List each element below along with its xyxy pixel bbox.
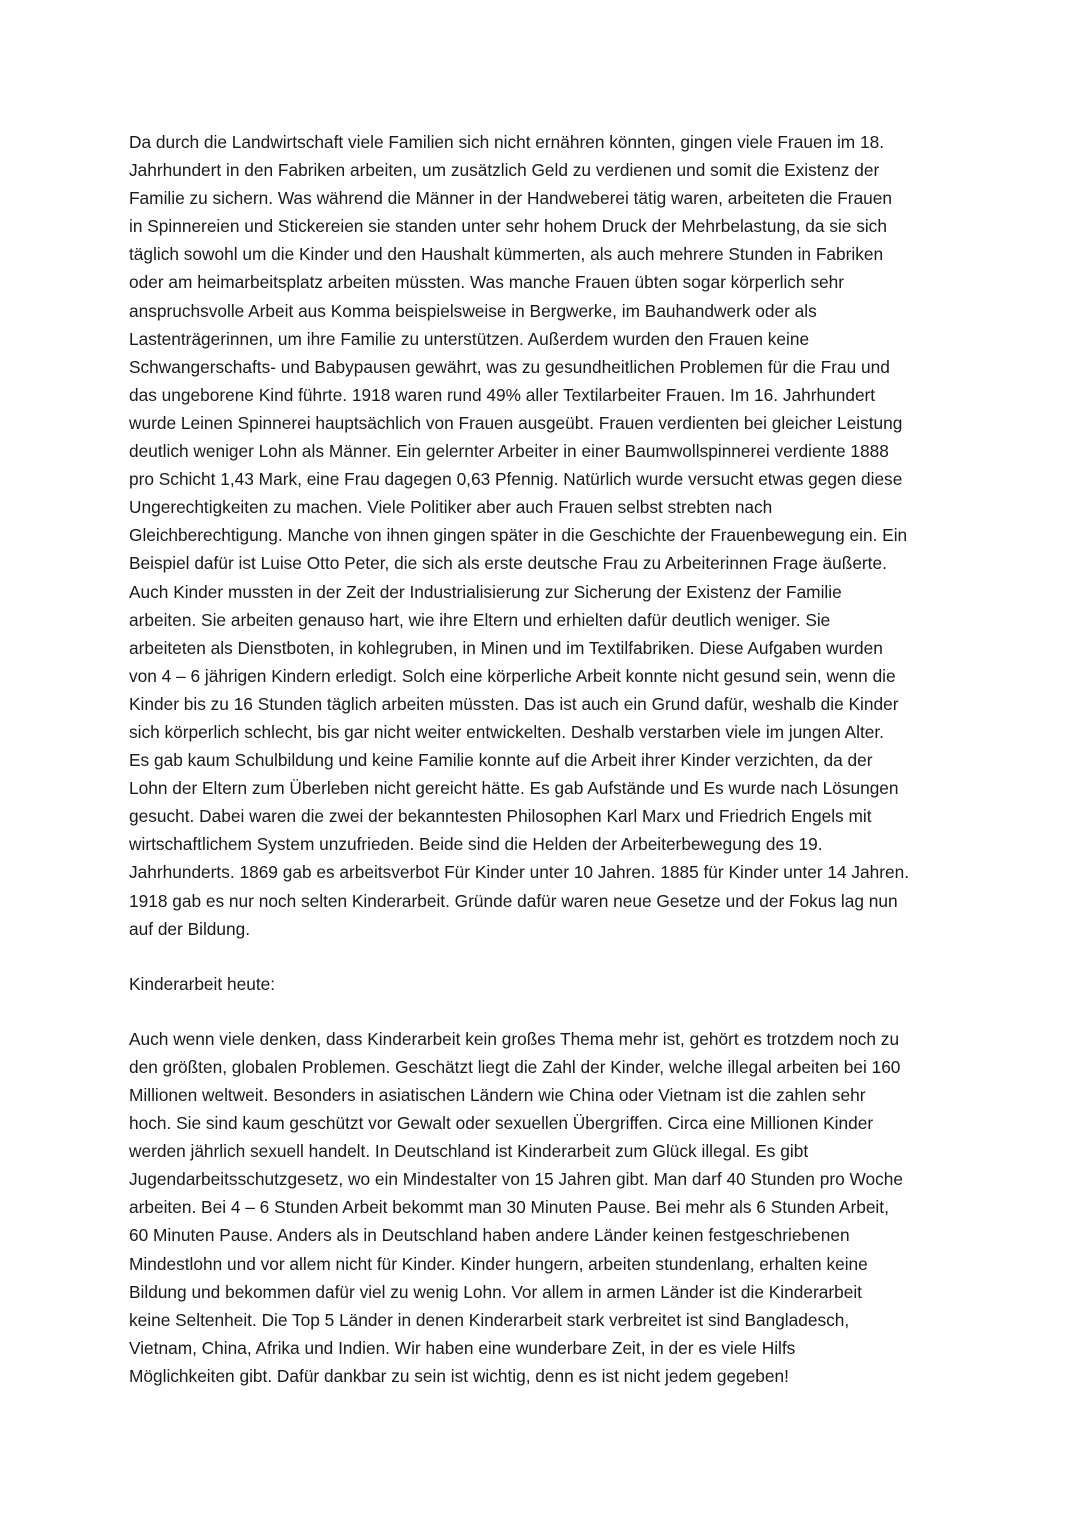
- paragraph-industrialization: Da durch die Landwirtschaft viele Familien sich nicht ernähren könnten, gingen viele Frauen im 18. Jahrhundert in den Fabriken arbeiten, um zusätzlich Geld zu verdienen und somit die Existenz der Familie zu sichern. Was während die Männer in der Handweberei tätig waren, arbeiteten die Frauen in Spinnereien und Stickereien sie standen unter sehr hohem Druck der Mehrbelastung, da sie sich täglich sowohl um die Kinder und den Haushalt kümmerten, als auch mehrere Stunden in Fabriken oder am heimarbeitsplatz arbeiten müssten. Was manche Frauen übten sogar körperlich sehr anspruchsvolle Arbeit aus Komma beispielsweise in Bergwerke, im Bauhandwerk oder als Lastenträgerinnen, um ihre Familie zu unterstützen. Außerdem wurden den Frauen keine Schwangerschafts- und Babypausen gewährt, was zu gesundheitlichen Problemen für die Frau und das ungeborene Kind führte. 1918 waren rund 49% aller Textilarbeiter Frauen. Im 16. Jahrhundert wurde Leinen Spinnerei hauptsächlich von Frauen ausgeübt. Frauen verdienten bei gleicher Leistung deutlich weniger Lohn als Männer. Ein gelernter Arbeiter in einer Baumwollspinnerei verdiente 1888 pro Schicht 1,43 Mark, eine Frau dagegen 0,63 Pfennig. Natürlich wurde versucht etwas gegen diese Ungerechtigkeiten zu machen. Viele Politiker aber auch Frauen selbst strebten nach Gleichberechtigung. Manche von ihnen gingen später in die Geschichte der Frauenbewegung ein. Ein Beispiel dafür ist Luise Otto Peter, die sich als erste deutsche Frau zu Arbeiterinnen Frage äußerte. Auch Kinder mussten in der Zeit der Industrialisierung zur Sicherung der Existenz der Familie arbeiten. Sie arbeiten genauso hart, wie ihre Eltern und erhielten dafür deutlich weniger. Sie arbeiteten als Dienstboten, in kohlegruben, in Minen und im Textilfabriken. Diese Aufgaben wurden von 4 – 6 jährigen Kindern erledigt. Solch eine körperliche Arbeit konnte nicht gesund sein, wenn die Kinder bis zu 16 Stunden täglich arbeiten müssten. Das ist auch ein Grund dafür, weshalb die Kinder sich körperlich schlecht, bis gar nicht weiter entwickelten. Deshalb verstarben viele im jungen Alter. Es gab kaum Schulbildung und keine Familie konnte auf die Arbeit ihrer Kinder verzichten, da der Lohn der Eltern zum Überleben nicht gereicht hätte. Es gab Aufstände und Es wurde nach Lösungen gesucht. Dabei waren die zwei der bekanntesten Philosophen Karl Marx und Friedrich Engels mit wirtschaftlichem System unzufrieden. Beide sind die Helden der Arbeiterbewegung des 19. Jahrhunderts. 1869 gab es arbeitsverbot Für Kinder unter 10 Jahren. 1885 für Kinder unter 14 Jahren. 1918 gab es nur noch selten Kinderarbeit. Gründe dafür waren neue Gesetze und der Fokus lag nun auf der Bildung.: [129, 132, 910, 939]
- section-heading: Kinderarbeit heute:: [129, 973, 276, 994]
- paragraph-child-labor-today: Auch wenn viele denken, dass Kinderarbeit kein großes Thema mehr ist, gehört es trotzdem noch zu den größten, globalen Problemen. Geschätzt liegt die Zahl der Kinder, welche illegal arbeiten bei 160 Millionen weltweit. Besonders in asiatischen Ländern wie China oder Vietnam ist die zahlen sehr hoch. Sie sind kaum geschützt vor Gewalt oder sexuellen Übergriffen. Circa eine Millionen Kinder werden jährlich sexuell handelt. In Deutschland ist Kinderarbeit zum Glück illegal. Es gibt Jugendarbeitsschutzgesetz, wo ein Mindestalter von 15 Jahren gibt. Man darf 40 Stunden pro Woche arbeiten. Bei 4 – 6 Stunden Arbeit bekommt man 30 Minuten Pause. Bei mehr als 6 Stunden Arbeit, 60 Minuten Pause. Anders als in Deutschland haben andere Länder keinen festgeschriebenen Mindestlohn und vor allem nicht für Kinder. Kinder hungern, arbeiten stundenlang, erhalten keine Bildung und bekommen dafür viel zu wenig Lohn. Vor allem in armen Länder ist die Kinderarbeit keine Seltenheit. Die Top 5 Länder in denen Kinderarbeit stark verbreitet ist sind Bangladesch, Vietnam, China, Afrika und Indien. Wir haben eine wunderbare Zeit, in der es viele Hilfs Möglichkeiten gibt. Dafür dankbar zu sein ist wichtig, denn es ist nicht jedem gegeben!: [129, 1028, 903, 1386]
- document-body: [129, 128, 959, 1390]
